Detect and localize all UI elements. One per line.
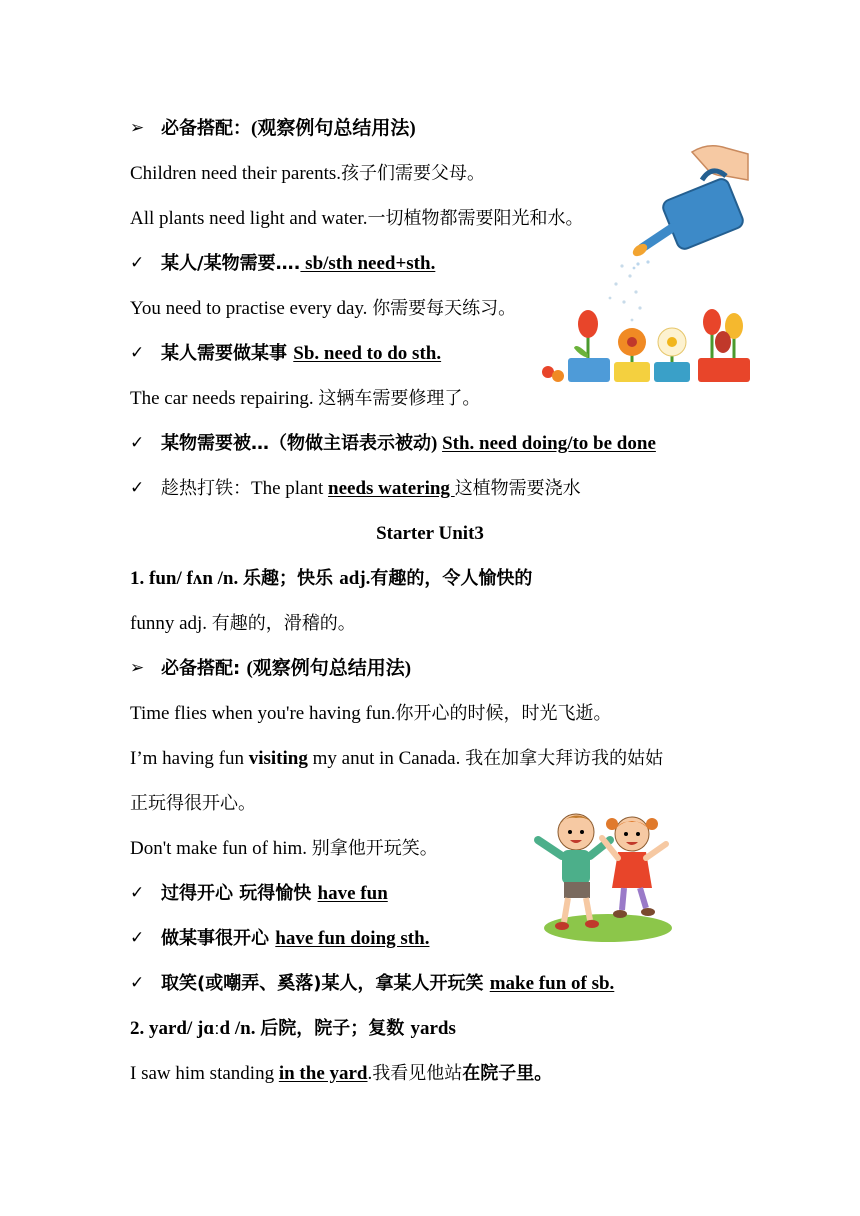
checkmark-icon: ✓ — [130, 973, 145, 993]
example-sentence: Children need their parents.孩子们需要父母。 — [130, 163, 486, 184]
usage-rule: 取笑(或嘲弄、奚落)某人，拿某人开玩笑 make fun of sb. — [161, 973, 615, 994]
vocab-entry-fun: 1. fun/ fʌn /n. 乐趣；快乐 adj.有趣的，令人愉快的 — [130, 568, 533, 589]
section-header: 必备搭配: (观察例句总结用法) — [161, 658, 412, 679]
unit-title: Starter Unit3 — [376, 523, 484, 544]
example-sentence: I saw him standing in the yard.我看见他站在院子里。 — [130, 1063, 553, 1084]
derived-word: funny adj. 有趣的，滑稽的。 — [130, 613, 356, 634]
usage-rule: 做某事很开心 have fun doing sth. — [161, 928, 430, 949]
watering-can-illustration — [630, 140, 750, 270]
section-header: 必备搭配：(观察例句总结用法) — [161, 118, 416, 139]
example-sentence: I’m having fun visiting my anut in Canada. 我在加拿大拜访我的姑姑 — [130, 748, 664, 769]
usage-rule: 过得开心 玩得愉快 have fun — [161, 883, 388, 904]
arrow-bullet-icon: ➢ — [130, 118, 145, 138]
example-sentence: The car needs repairing. 这辆车需要修理了。 — [130, 388, 481, 409]
checkmark-icon: ✓ — [130, 478, 145, 498]
checkmark-icon: ✓ — [130, 883, 145, 903]
usage-rule: 某人/某物需要…. sb/sth need+sth. — [161, 253, 436, 274]
arrow-bullet-icon: ➢ — [130, 658, 145, 678]
checkmark-icon: ✓ — [130, 253, 145, 273]
checkmark-icon: ✓ — [130, 343, 145, 363]
checkmark-icon: ✓ — [130, 928, 145, 948]
example-sentence: You need to practise every day. 你需要每天练习。 — [130, 298, 517, 319]
checkmark-icon: ✓ — [130, 433, 145, 453]
usage-rule: 某人需要做某事 Sb. need to do sth. — [161, 343, 442, 364]
example-sentence: All plants need light and water.一切植物都需要阳光和水。 — [130, 208, 584, 229]
practice-item: 趁热打铁：The plant needs watering 这植物需要浇水 — [161, 478, 581, 499]
example-sentence: Don't make fun of him. 别拿他开玩笑。 — [130, 838, 438, 859]
usage-rule: 某物需要被…（物做主语表示被动) Sth. need doing/to be done — [161, 433, 656, 454]
example-sentence-continued: 正玩得很开心。 — [130, 793, 256, 814]
jumping-kids-illustration — [528, 800, 678, 950]
vocab-entry-yard: 2. yard/ jɑːd /n. 后院，院子；复数 yards — [130, 1018, 456, 1039]
example-sentence: Time flies when you're having fun.你开心的时候，时光飞逝。 — [130, 703, 612, 724]
flower-pots-illustration — [540, 258, 755, 388]
